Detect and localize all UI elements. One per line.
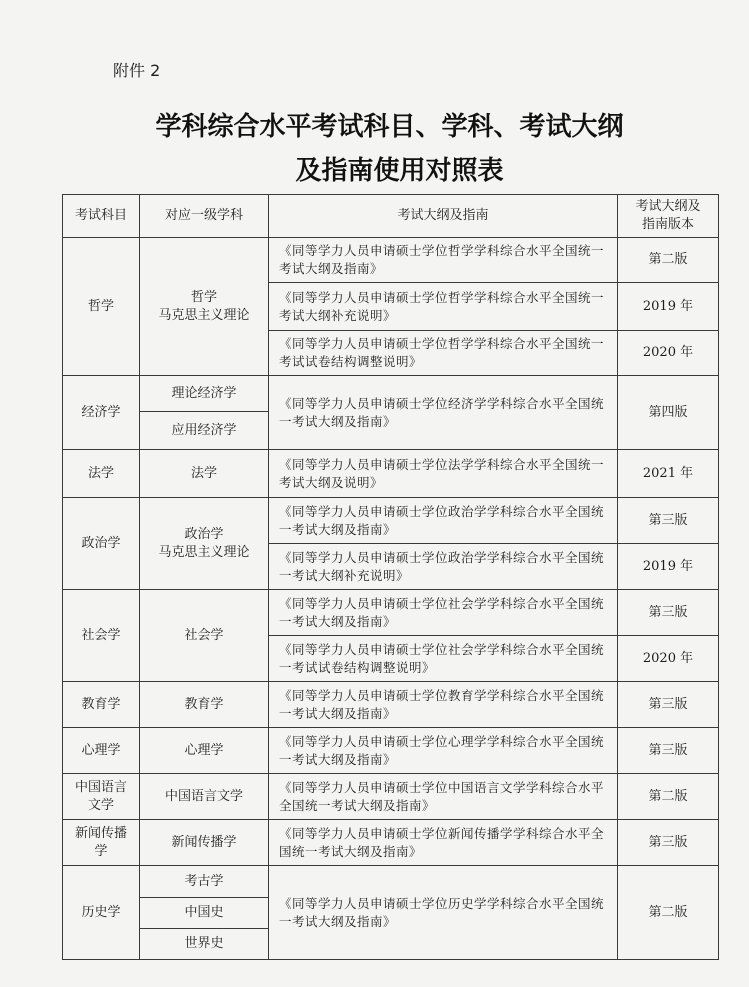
subject-cell: 教育学 [63,682,140,728]
version-cell: 第二版 [618,866,719,960]
discipline-cell [140,498,269,590]
discipline-cell: 教育学 [140,682,269,728]
outline-cell: 《同等学力人员申请硕士学位教育学学科综合水平全国统一考试大纲及指南》 [269,682,618,728]
outline-cell: 《同等学力人员申请硕士学位心理学学科综合水平全国统一考试大纲及指南》 [269,728,618,774]
version-cell: 第三版 [618,682,719,728]
discipline-cell: 理论经济学 [140,376,269,412]
outline-cell: 《同等学力人员申请硕士学位政治学学科综合水平全国统一考试大纲及指南》 [269,498,618,544]
discipline-cell: 心理学 [140,728,269,774]
subject-cell: 经济学 [63,376,140,450]
discipline-cell: 中国语言文学 [140,774,269,820]
discipline-cell: 社会学 [140,590,269,682]
table-header-row [63,195,719,238]
subject-line: 学 [94,843,108,859]
outline-cell: 《同等学力人员申请硕士学位新闻传播学学科综合水平全国统一考试大纲及指南》 [269,820,618,866]
subject-line: 新闻传播 [74,825,127,841]
outline-cell: 《同等学力人员申请硕士学位哲学学科综合水平全国统一考试大纲补充说明》 [269,283,618,331]
header-version [618,195,719,238]
comparison-table [62,194,719,960]
table-row [63,866,719,898]
discipline-line: 马克思主义理论 [158,544,250,560]
outline-cell: 《同等学力人员申请硕士学位中国语言文学学科综合水平全国统一考试大纲及指南》 [269,774,618,820]
subject-line: 中国语言 [74,779,127,795]
version-cell: 第三版 [618,498,719,544]
outline-cell: 《同等学力人员申请硕士学位哲学学科综合水平全国统一考试大纲及指南》 [269,238,618,283]
table-row [63,774,719,820]
discipline-line: 马克思主义理论 [158,307,250,323]
discipline-cell: 法学 [140,450,269,498]
attachment-label: 附件 2 [113,61,161,80]
subject-cell: 哲学 [63,238,140,376]
version-cell: 第三版 [618,590,719,636]
header-version-line2: 指南版本 [641,217,694,232]
table-row [63,238,719,283]
table-row [63,376,719,412]
table-row [63,590,719,636]
version-cell: 第二版 [618,774,719,820]
page-title: 学科综合水平考试科目、学科、考试大纲 [155,112,624,142]
outline-cell: 《同等学力人员申请硕士学位社会学学科综合水平全国统一考试大纲及指南》 [269,590,618,636]
version-cell: 第三版 [618,728,719,774]
subject-cell: 政治学 [63,498,140,590]
table-row [63,728,719,774]
version-cell: 2021 年 [618,450,719,498]
subject-cell: 社会学 [63,590,140,682]
discipline-cell: 世界史 [140,929,269,960]
discipline-cell: 考古学 [140,866,269,898]
outline-cell: 《同等学力人员申请硕士学位经济学学科综合水平全国统一考试大纲及指南》 [269,376,618,450]
outline-cell: 《同等学力人员申请硕士学位法学学科综合水平全国统一考试大纲及说明》 [269,450,618,498]
table-row [63,682,719,728]
subject-cell: 历史学 [63,866,140,960]
version-cell: 2020 年 [618,331,719,376]
outline-cell: 《同等学力人员申请硕士学位政治学学科综合水平全国统一考试大纲补充说明》 [269,544,618,590]
page-subtitle: 及指南使用对照表 [295,156,504,186]
header-outline: 考试大纲及指南 [269,195,618,238]
version-cell: 2020 年 [618,636,719,682]
subject-cell: 法学 [63,450,140,498]
discipline-cell: 新闻传播学 [140,820,269,866]
outline-cell: 《同等学力人员申请硕士学位哲学学科综合水平全国统一考试试卷结构调整说明》 [269,331,618,376]
outline-cell: 《同等学力人员申请硕士学位社会学学科综合水平全国统一考试试卷结构调整说明》 [269,636,618,682]
discipline-line: 政治学 [184,526,224,542]
discipline-line: 哲学 [190,289,217,305]
version-cell: 2019 年 [618,544,719,590]
discipline-cell: 应用经济学 [140,412,269,450]
table-row [63,450,719,498]
header-subject: 考试科目 [63,195,140,238]
subject-cell [63,774,140,820]
header-discipline: 对应一级学科 [140,195,269,238]
subject-cell: 心理学 [63,728,140,774]
discipline-cell [140,238,269,376]
discipline-cell: 中国史 [140,898,269,929]
version-cell: 第三版 [618,820,719,866]
table-row [63,820,719,866]
version-cell: 第二版 [618,238,719,283]
version-cell: 第四版 [618,376,719,450]
outline-cell: 《同等学力人员申请硕士学位历史学学科综合水平全国统一考试大纲及指南》 [269,866,618,960]
header-version-line1: 考试大纲及 [635,199,701,214]
version-cell: 2019 年 [618,283,719,331]
subject-line: 文学 [87,797,114,813]
table-row [63,498,719,544]
subject-cell [63,820,140,866]
